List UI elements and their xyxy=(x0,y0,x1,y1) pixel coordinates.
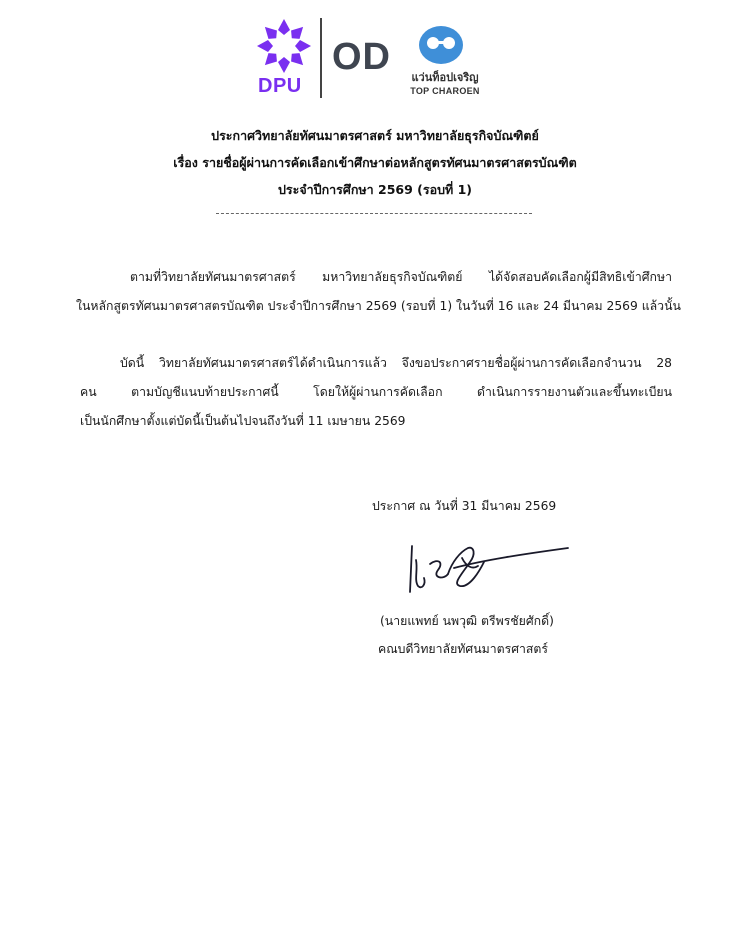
dpu-logo-text: DPU xyxy=(258,75,302,97)
announcement-title: ประกาศวิทยาลัยทัศนมาตรศาสตร์ มหาวิทยาลัยธุรกิจบัณฑิตย์ xyxy=(211,128,539,143)
top-charoen-english-text: TOP CHAROEN xyxy=(410,86,480,96)
od-logo-text: OD xyxy=(332,36,391,78)
logo-header xyxy=(0,14,750,104)
paragraph-1-line-2: ในหลักสูตรทัศนมาตรศาสตรบัณฑิต ประจำปีการศึกษา 2569 (รอบที่ 1) ในวันที่ 16 และ 24 มีนาคม 2569 แล้วนั้น xyxy=(76,299,681,313)
paragraph-1-line-1: ตามที่วิทยาลัยทัศนมาตรศาสตร์ มหาวิทยาลัยธุรกิจบัณฑิตย์ ได้จัดสอบคัดเลือกผู้มีสิทธิเข้าศึกษา xyxy=(130,270,672,284)
paragraph-2-line-3: เป็นนักศึกษาตั้งแต่บัดนี้เป็นต้นไปจนถึงวันที่ 11 เมษายน 2569 xyxy=(80,414,406,428)
handwritten-signature xyxy=(404,540,570,598)
logo-divider xyxy=(320,18,322,98)
announcement-date: ประกาศ ณ วันที่ 31 มีนาคม 2569 xyxy=(372,499,557,513)
title-separator xyxy=(216,213,532,224)
dpu-flower-icon xyxy=(256,18,312,74)
top-charoen-thai-text: แว่นท็อปเจริญ xyxy=(411,71,479,84)
signer-name: (นายแพทย์ นพวุฒิ ตรีพรชัยศักดิ์) xyxy=(380,614,554,628)
academic-year: ประจำปีการศึกษา 2569 (รอบที่ 1) xyxy=(277,182,473,197)
paragraph-2-line-1: บัดนี้ วิทยาลัยทัศนมาตรศาสตร์ได้ดำเนินการแล้ว จึงขอประกาศรายชื่อผู้ผ่านการคัดเลือกจำนวน 28 xyxy=(120,356,672,370)
paragraph-2-line-2: คน ตามบัญชีแนบท้ายประกาศนี้ โดยให้ผู้ผ่านการคัดเลือก ดำเนินการรายงานตัวและขึ้นทะเบียน xyxy=(80,385,672,399)
dpu-logo xyxy=(256,18,312,100)
announcement-subject: เรื่อง รายชื่อผู้ผ่านการคัดเลือกเข้าศึกษาต่อหลักสูตรทัศนมาตรศาสตรบัณฑิต xyxy=(173,155,577,170)
signer-position: คณบดีวิทยาลัยทัศนมาตรศาสตร์ xyxy=(378,642,549,656)
top-charoen-logo xyxy=(402,24,492,106)
top-charoen-glasses-icon xyxy=(416,24,466,66)
